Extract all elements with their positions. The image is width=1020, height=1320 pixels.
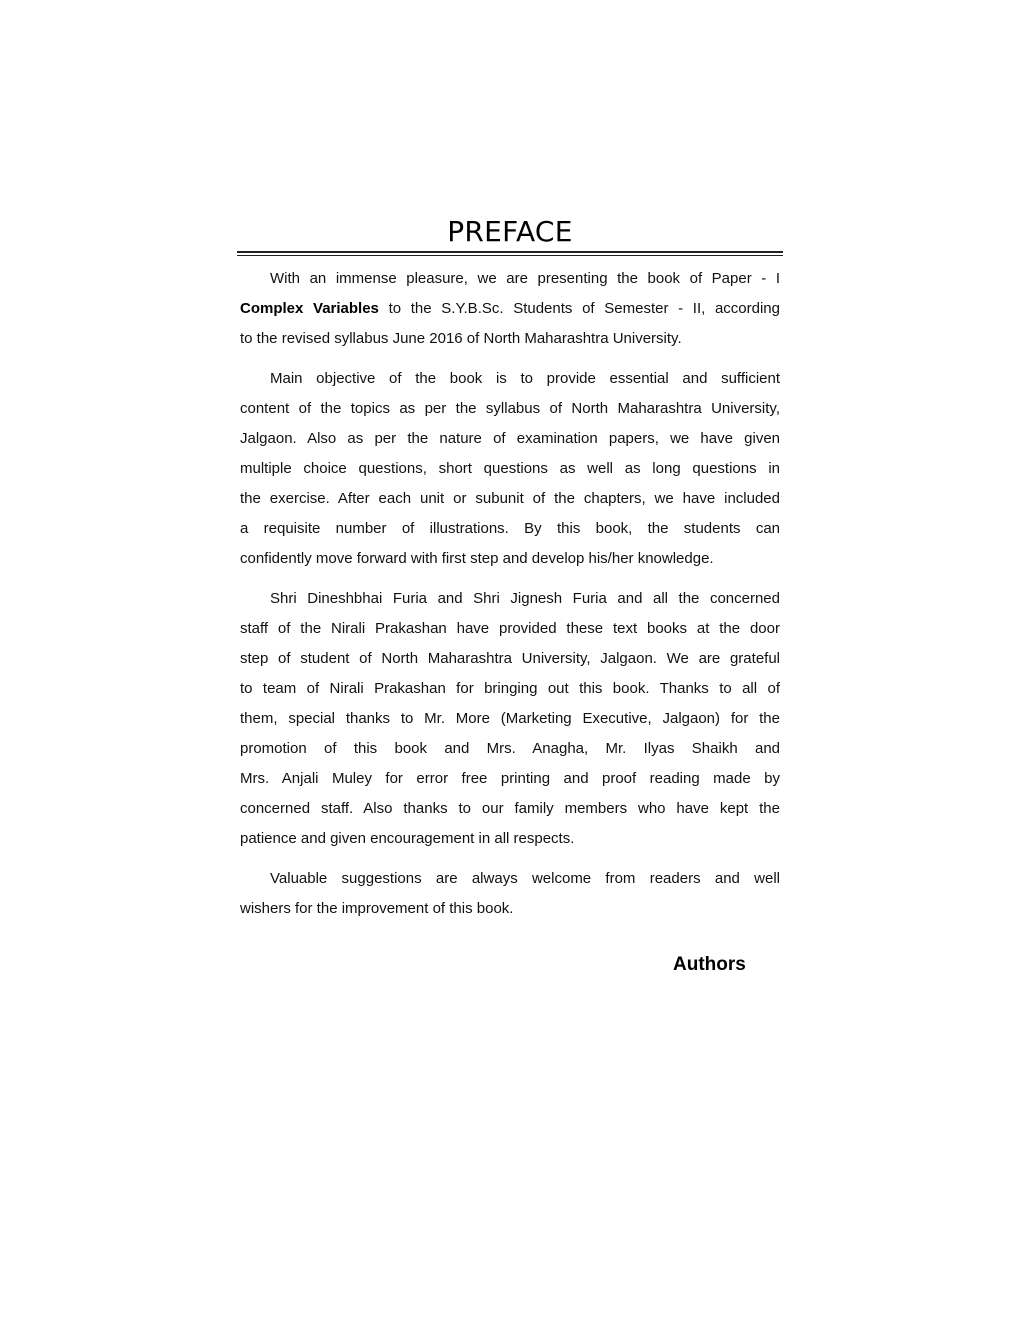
text-line: wishers for the improvement of this book. xyxy=(240,900,514,917)
text-line: confidently move forward with first step and develop his/her knowledge. xyxy=(240,550,714,567)
paragraph-3 xyxy=(240,584,780,854)
text-line: to team of Nirali Prakashan for bringing out this book. Thanks to all of xyxy=(240,680,780,697)
text-line: promotion of this book and Mrs. Anagha, Mr. Ilyas Shaikh and xyxy=(240,740,780,757)
title-double-rule xyxy=(237,251,783,256)
text-line: patience and given encouragement in all respects. xyxy=(240,830,575,847)
page-title: PREFACE xyxy=(447,215,573,248)
text-line: them, special thanks to Mr. More (Marketing Executive, Jalgaon) for the xyxy=(240,710,780,727)
text-span: to the S.Y.B.Sc. Students of Semester - II, according xyxy=(378,300,780,317)
text-line xyxy=(240,294,780,324)
preface-body xyxy=(240,264,780,934)
text-line: step of student of North Maharashtra University, Jalgaon. We are grateful xyxy=(240,650,780,667)
text-line: Jalgaon. Also as per the nature of examination papers, we have given xyxy=(240,430,780,447)
text-line: concerned staff. Also thanks to our family members who have kept the xyxy=(240,800,780,817)
text-line: Valuable suggestions are always welcome from readers and well xyxy=(270,870,780,887)
signature: Authors xyxy=(673,954,746,975)
text-line: to the revised syllabus June 2016 of North Maharashtra University. xyxy=(240,330,682,347)
text-line: a requisite number of illustrations. By this book, the students can xyxy=(240,520,780,537)
text-line: staff of the Nirali Prakashan have provided these text books at the door xyxy=(240,620,780,637)
text-line: the exercise. After each unit or subunit of the chapters, we have included xyxy=(240,490,780,507)
book-title: Complex Variables xyxy=(240,300,379,317)
text-line: Shri Dineshbhai Furia and Shri Jignesh Furia and all the concerned xyxy=(270,590,780,607)
paragraph-1 xyxy=(240,264,780,354)
text-line: multiple choice questions, short questions as well as long questions in xyxy=(240,460,780,477)
paragraph-4 xyxy=(240,864,780,924)
text-line: content of the topics as per the syllabus of North Maharashtra University, xyxy=(240,400,780,417)
text-line: Main objective of the book is to provide essential and sufficient xyxy=(270,370,780,387)
text-line: With an immense pleasure, we are presenting the book of Paper - I xyxy=(270,270,780,287)
paragraph-2 xyxy=(240,364,780,574)
text-line: Mrs. Anjali Muley for error free printing and proof reading made by xyxy=(240,770,780,787)
